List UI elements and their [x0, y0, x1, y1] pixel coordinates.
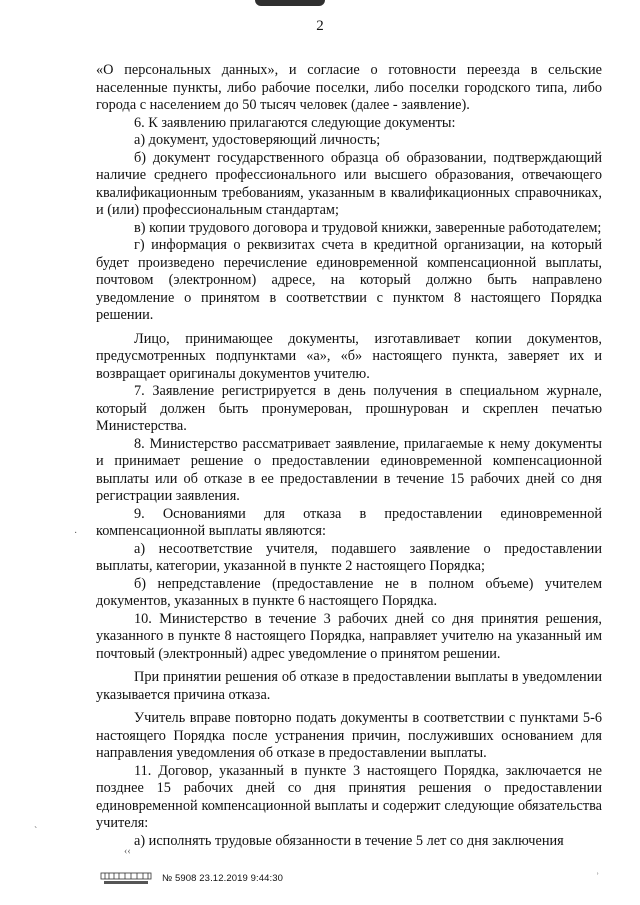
paragraph: 6. К заявлению прилагаются следующие документы:: [134, 114, 456, 131]
paragraph: 9. Основаниями для отказа в предоставлении единовременной компенсационной выплаты являются:: [96, 505, 602, 539]
scan-speck: ˋ: [34, 826, 38, 837]
scan-speck: ·: [74, 528, 78, 539]
scan-speck: ʾ: [596, 872, 600, 883]
paragraph: а) исполнять трудовые обязанности в течение 5 лет со дня заключения: [134, 832, 564, 849]
registration-footer: [100, 868, 283, 888]
paragraph: г) информация о реквизитах счета в кредитной организации, на который будет произведено перечисление единовременной компенсационной выплаты, почтовом (электронном) адресе, на который должно быть направлено уведомление о принятом в соответствии с пунктом 8 настоящего Порядка решении.: [96, 237, 602, 323]
paragraph: При принятии решения об отказе в предоставлении выплаты в уведомлении указывается причина отказа.: [96, 669, 602, 703]
paragraph: Лицо, принимающее документы, изготавливает копии документов, предусмотренных подпунктами «а», «б» настоящего пункта, заверяет их и возвращает оригиналы документов учителю.: [96, 330, 602, 382]
document-body: [96, 62, 602, 850]
paragraph: «О персональных данных», и согласие о готовности переезда в сельские населенные пункты, либо рабочие поселки, либо поселки городского типа, либо города с населением до 50 тысяч человек (далее - заявление).: [96, 62, 602, 113]
paragraph: б) непредставление (предоставление не в полном объеме) учителем документов, указанных в пункте 6 настоящего Порядка.: [96, 575, 602, 609]
barcode-stamp-icon: [100, 869, 152, 887]
paragraph: б) документ государственного образца об образовании, подтверждающий наличие среднего профессионального или высшего образования, отвечающего квалификационным требованиям, указанным в квалификационных справочниках, и (или) профессиональным стандартам;: [96, 149, 602, 218]
page-number: 2: [316, 18, 324, 34]
scan-speck: ‹‹: [124, 846, 131, 857]
paragraph: 7. Заявление регистрируется в день получения в специальном журнале, который должен быть пронумерован, прошнурован и скреплен печатью Министерства.: [96, 383, 602, 434]
scan-artifact: [255, 0, 325, 6]
paragraph: в) копии трудового договора и трудовой книжки, заверенные работодателем;: [134, 219, 602, 236]
paragraph: а) документ, удостоверяющий личность;: [134, 132, 381, 148]
paragraph: 11. Договор, указанный в пункте 3 настоящего Порядка, заключается не позднее 15 рабочих дней со дня принятия решения о предоставлении единовременной компенсационной выплаты и содержит следующие обязательства учителя:: [96, 762, 602, 831]
registration-number: № 5908 23.12.2019 9:44:30: [162, 872, 283, 884]
paragraph: а) несоответствие учителя, подавшего заявление о предоставлении выплаты, категории, указанной в пункте 2 настоящего Порядка;: [96, 540, 602, 574]
paragraph: 10. Министерство в течение 3 рабочих дней со дня принятия решения, указанного в пункте 8 настоящего Порядка, направляет учителю на указанный им почтовый (электронный) адрес уведомление о принятом решении.: [96, 610, 602, 662]
paragraph: Учитель вправе повторно подать документы в соответствии с пунктами 5-6 настоящего Порядка после устранения причин, послуживших основанием для направления уведомления об отказе в предоставлении выплаты.: [96, 710, 602, 761]
paragraph: 8. Министерство рассматривает заявление, прилагаемые к нему документы и принимает решение о предоставлении единовременной компенсационной выплаты или об отказе в ее предоставлении в течение 15 рабочих дней со дня регистрации заявления.: [96, 435, 602, 504]
